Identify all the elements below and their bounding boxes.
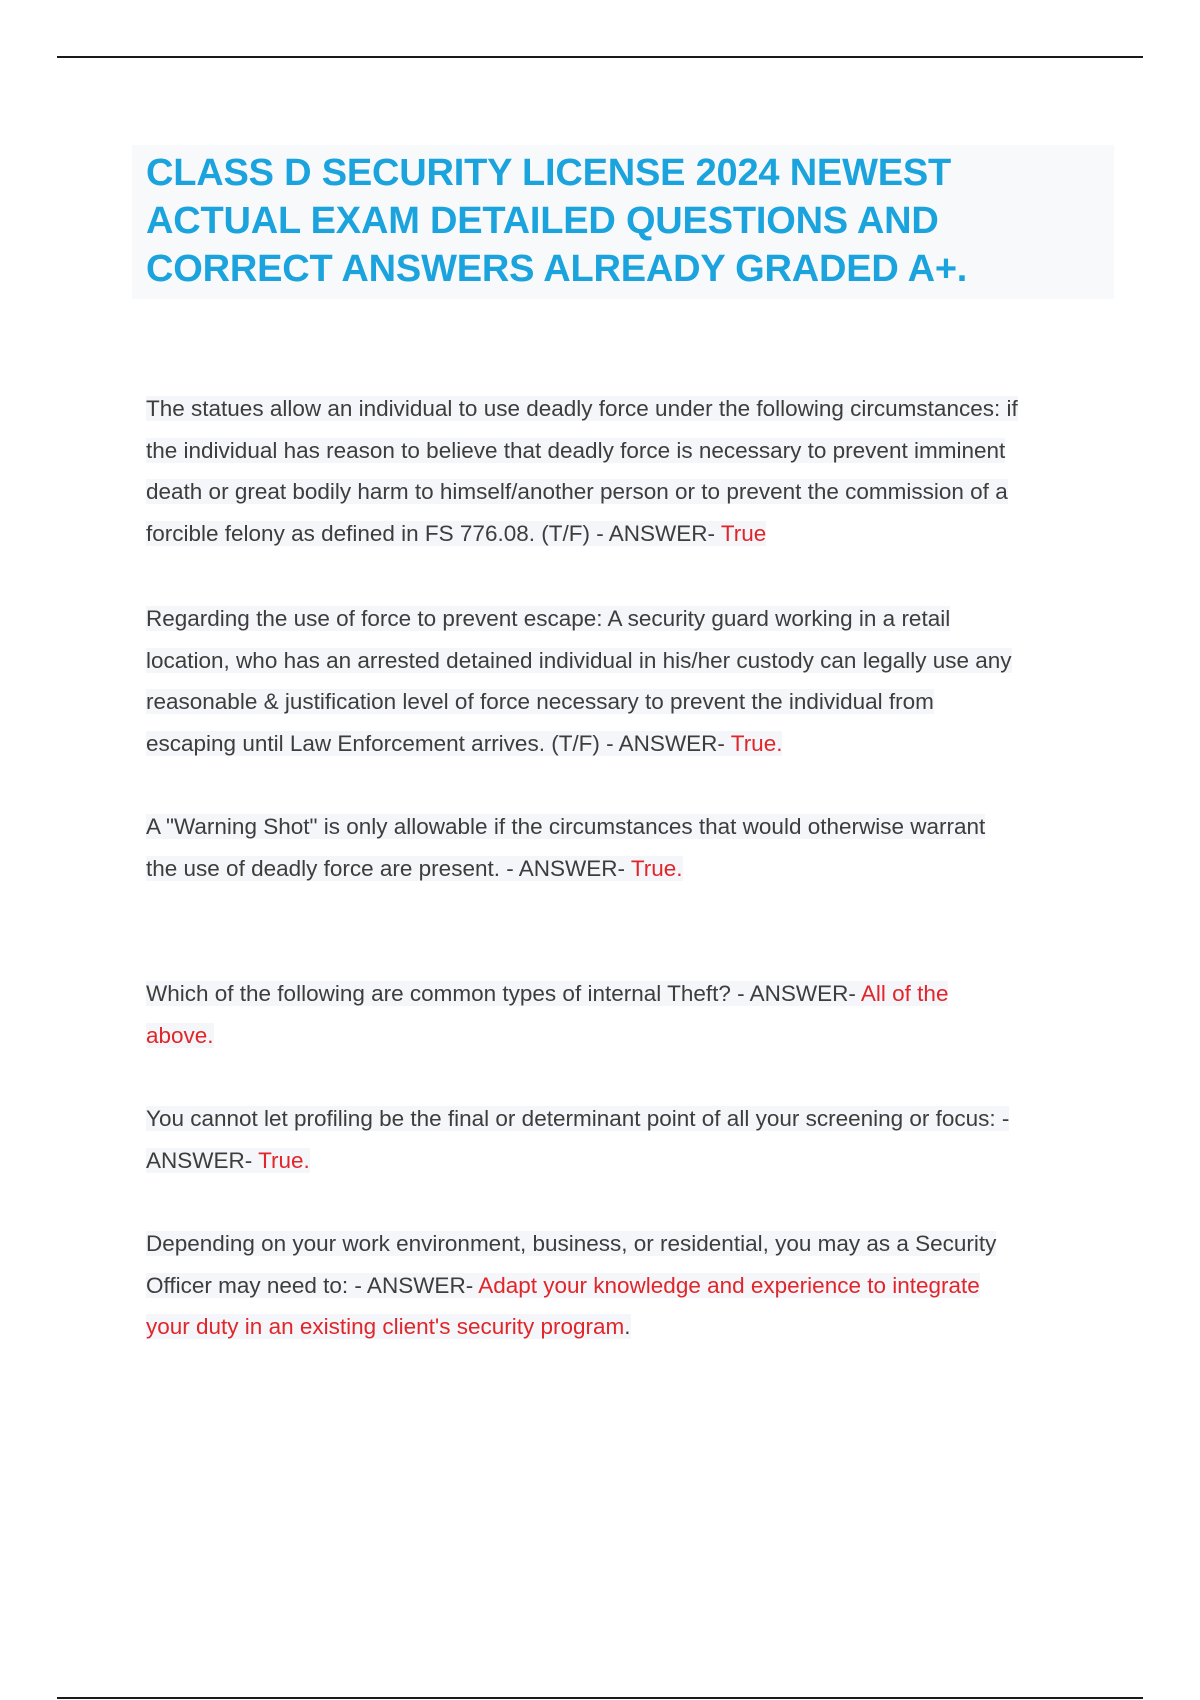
title-line-2: ACTUAL EXAM DETAILED QUESTIONS AND (146, 200, 939, 242)
answer-5: True. (258, 1147, 310, 1173)
answer-6-part-2: your duty in an existing client's security program (146, 1314, 625, 1340)
question-1 (146, 388, 1096, 554)
question-5 (146, 1098, 1096, 1181)
question-3-line-2: the use of deadly force are present. - ANSWER- (146, 855, 631, 881)
answer-2: True. (730, 730, 783, 756)
question-3 (146, 806, 1096, 889)
question-1-line-4: forcible felony as defined in FS 776.08. (T/F) - ANSWER- (146, 520, 721, 546)
answer-4-part-1: All of the (860, 981, 949, 1006)
answer-6-part-1: Adapt your knowledge and experience to integrate (478, 1272, 980, 1298)
question-1-line-2: the individual has reason to believe that deadly force is necessary to prevent imminent (146, 437, 1006, 463)
question-2-line-1: Regarding the use of force to prevent escape: A security guard working in a retail (146, 606, 951, 631)
question-2 (146, 598, 1096, 764)
question-2-line-2: location, who has an arrested detained individual in his/her custody can legally use any (146, 647, 1012, 673)
question-6-line-2: Officer may need to: - ANSWER- (146, 1272, 479, 1298)
question-6 (146, 1223, 1096, 1348)
title-line-3: CORRECT ANSWERS ALREADY GRADED A+. (146, 248, 968, 290)
question-4 (146, 973, 1096, 1056)
answer-6-trailing: . (624, 1314, 631, 1340)
answer-4-part-2: above. (146, 1022, 214, 1048)
question-1-line-1: The statues allow an individual to use deadly force under the following circumstances: if (146, 396, 1018, 421)
question-1-line-3: death or great bodily harm to himself/another person or to prevent the commission of a (146, 479, 1008, 505)
question-2-line-4: escaping until Law Enforcement arrives. (T/F) - ANSWER- (146, 730, 731, 756)
title-line-1: CLASS D SECURITY LICENSE 2024 NEWEST (146, 152, 952, 194)
question-6-line-1: Depending on your work environment, business, or residential, you may as a Security (146, 1231, 997, 1256)
question-4-line-1: Which of the following are common types of internal Theft? - ANSWER- (146, 981, 861, 1006)
top-rule (57, 56, 1143, 58)
question-5-line-2: ANSWER- (146, 1147, 259, 1173)
question-2-line-3: reasonable & justification level of force necessary to prevent the individual from (146, 689, 934, 715)
bottom-rule (57, 1697, 1143, 1699)
question-5-line-1: You cannot let profiling be the final or determinant point of all your screening or focus: - (146, 1106, 1010, 1131)
answer-3: True. (630, 855, 683, 881)
question-3-line-1: A "Warning Shot" is only allowable if the circumstances that would otherwise warrant (146, 814, 986, 839)
document-title (132, 145, 1114, 299)
answer-1: True (720, 520, 767, 546)
